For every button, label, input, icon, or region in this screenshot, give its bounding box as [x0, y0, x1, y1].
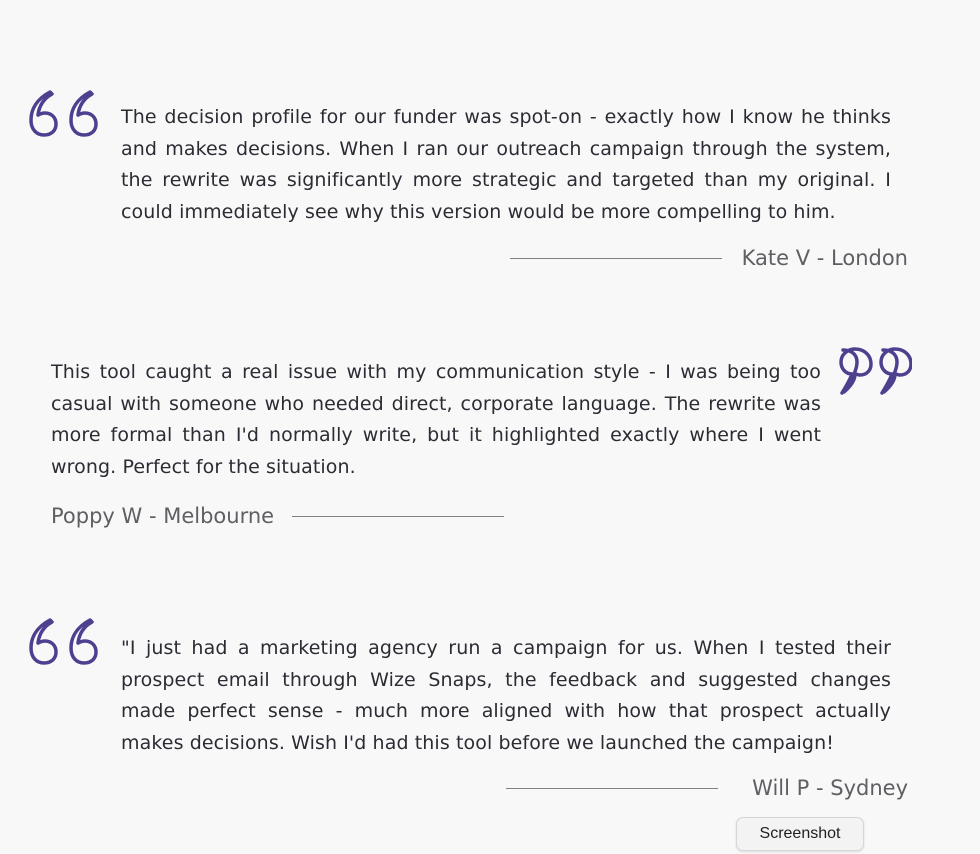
testimonial-author: Poppy W - Melbourne	[51, 504, 275, 528]
testimonial-author: Will P - Sydney	[752, 776, 908, 800]
testimonial-quote: "I just had a marketing agency run a campaign for us. When I tested their prospect email through Wize Snaps, the feedback and suggested changes made perfect sense - much more aligned with how that prospect actually makes decisions. Wish I'd had this tool before we launched the campaign!	[121, 637, 891, 754]
screenshot-button[interactable]: Screenshot	[736, 817, 864, 851]
author-divider	[510, 258, 722, 259]
author-divider	[292, 516, 504, 517]
open-quote-icon	[27, 84, 103, 140]
testimonial-author-row	[510, 246, 908, 270]
testimonial-author-row	[506, 776, 908, 800]
testimonial-quote: The decision profile for our funder was spot-on - exactly how I know he thinks and makes decisions. When I ran our outreach campaign through the system, the rewrite was significantly more strategic and targeted than my original. I could immediately see why this version would be more compelling to him.	[121, 106, 891, 223]
testimonial-quote: This tool caught a real issue with my communication style - I was being too casual with someone who needed direct, corporate language. The rewrite was more formal than I'd normally write, but it highlighted exactly where I went wrong. Perfect for the situation.	[51, 361, 821, 478]
open-quote-icon	[27, 612, 103, 668]
testimonial-author-row	[51, 504, 504, 528]
close-quote-icon	[836, 344, 912, 400]
testimonial-author: Kate V - London	[741, 246, 908, 270]
author-divider	[506, 788, 718, 789]
